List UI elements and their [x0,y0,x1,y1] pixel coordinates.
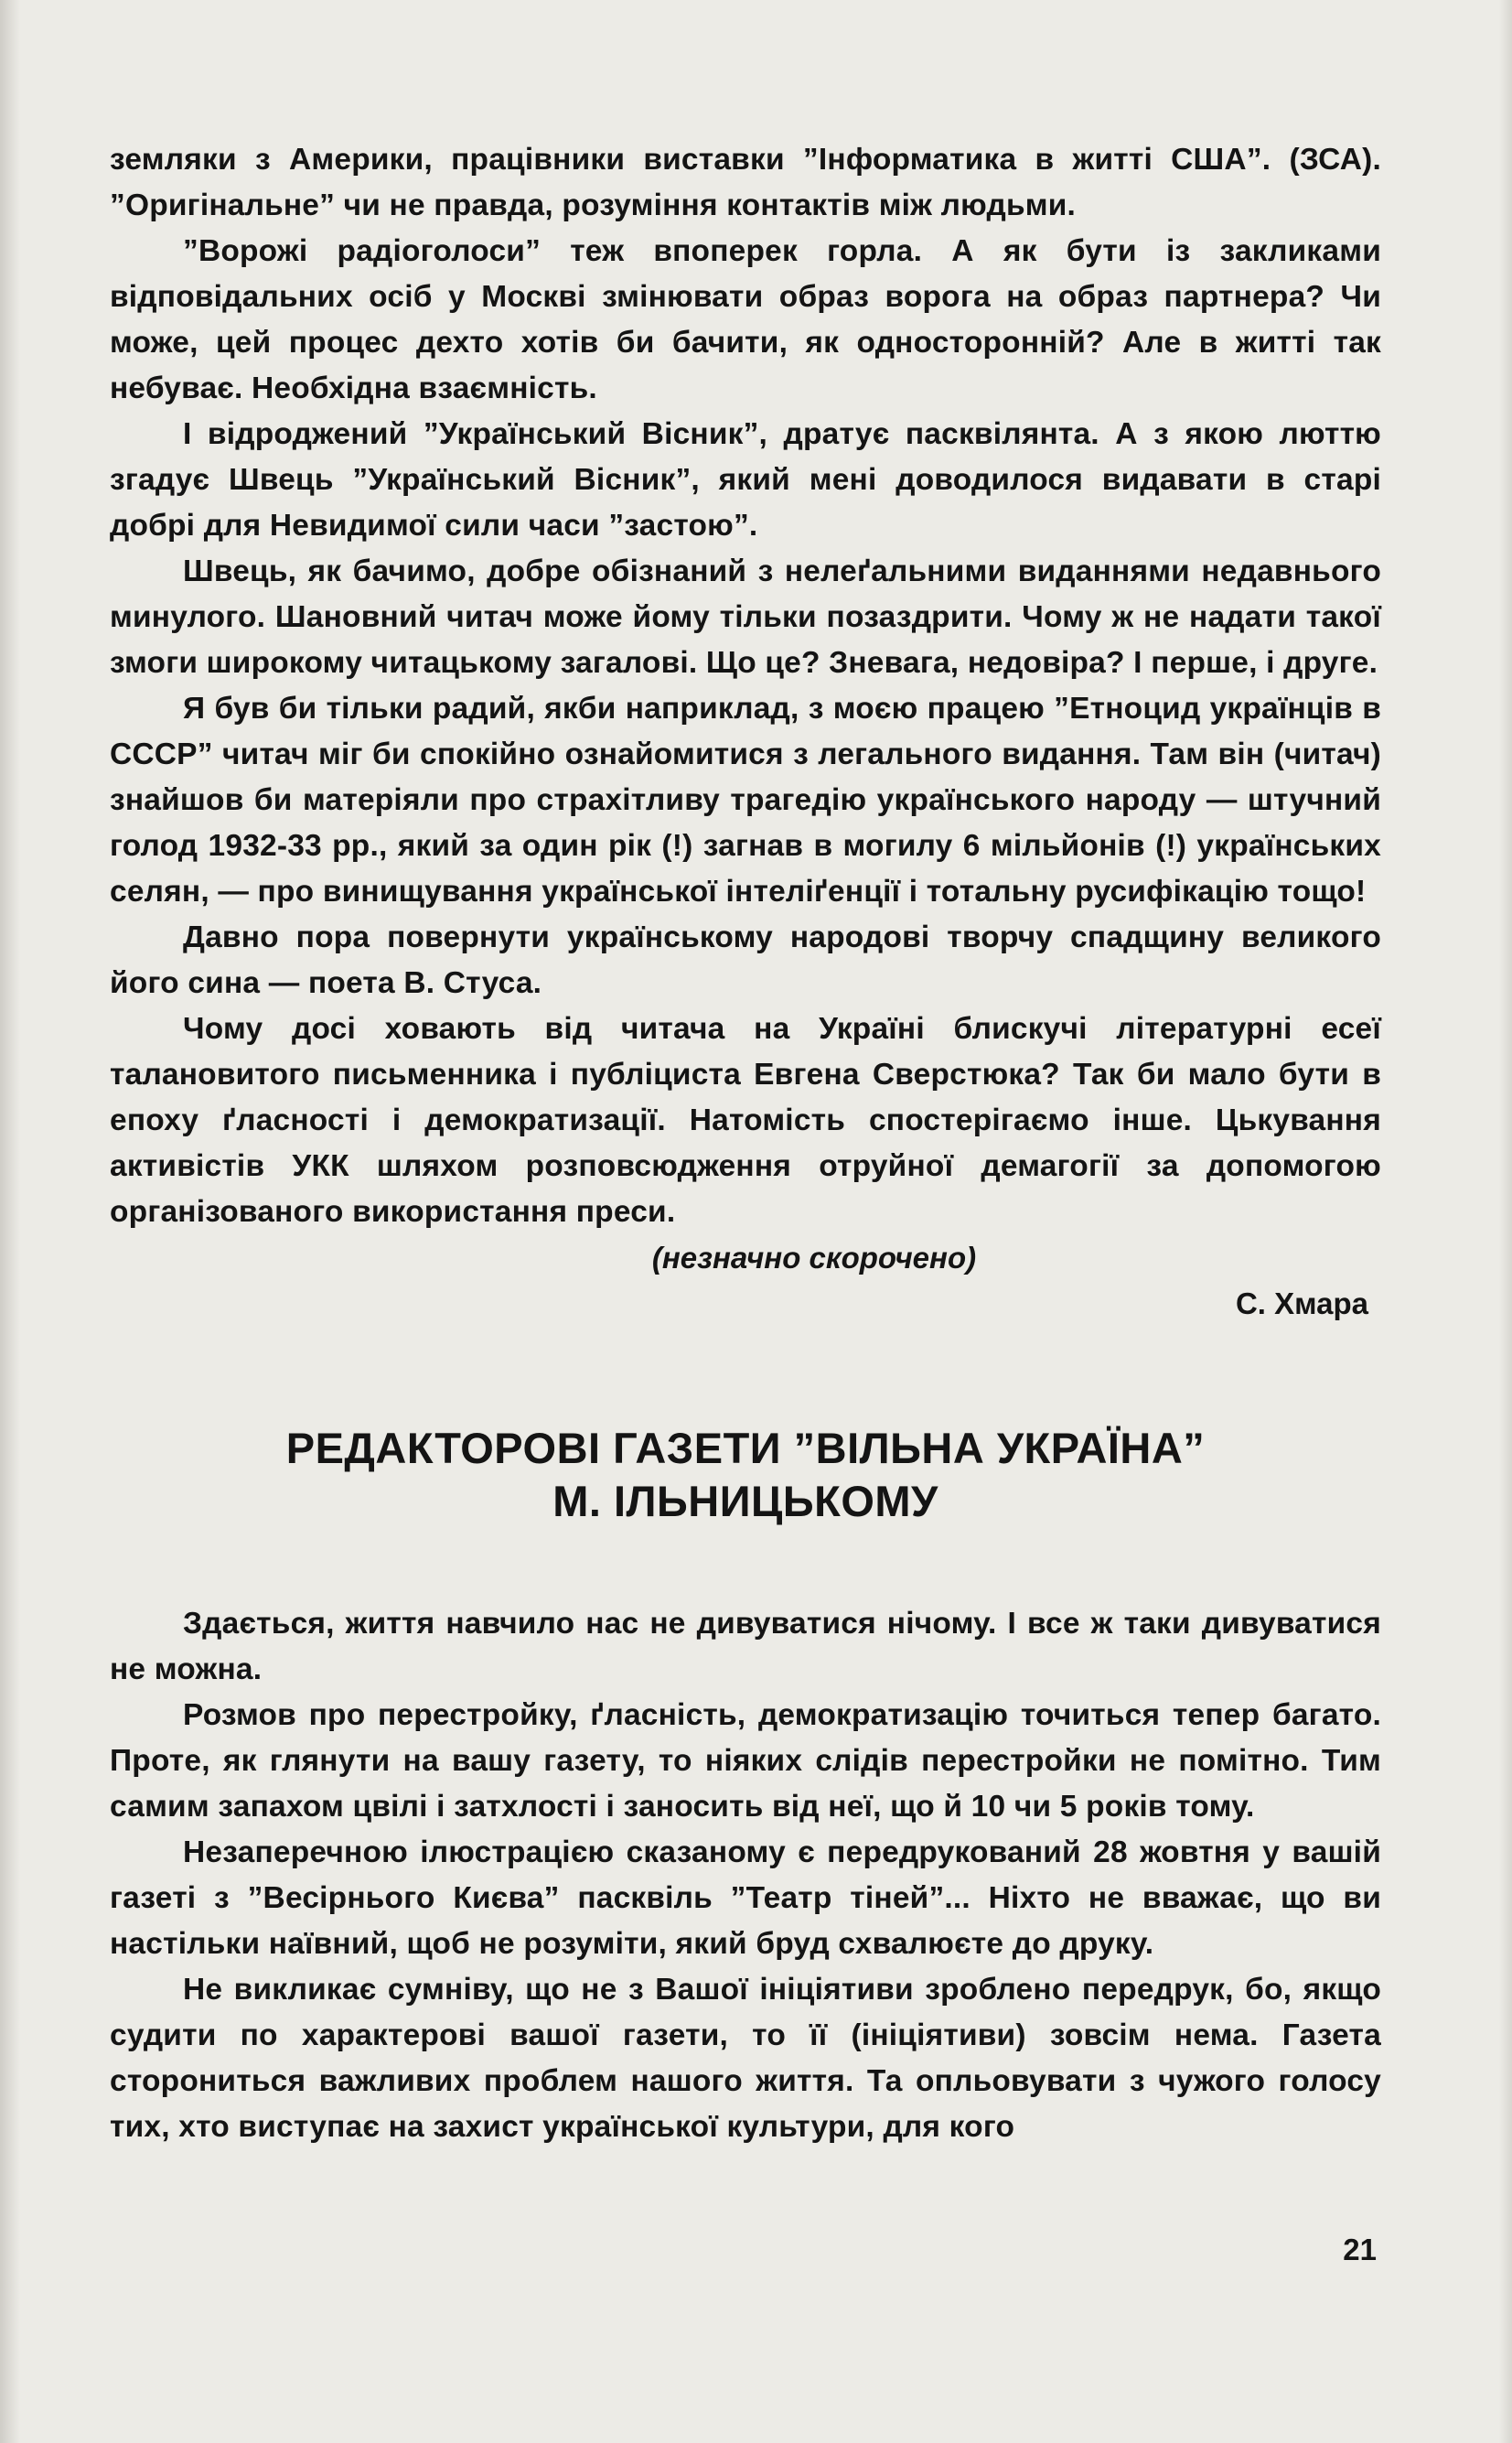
headline-line-1: РЕДАКТОРОВІ ГАЗЕТИ ”ВІЛЬНА УКРАЇНА” [285,1424,1206,1472]
page-content [110,137,1381,2150]
paragraph: Здається, життя навчило нас не дивуватися нічому. І все ж таки дивуватися не можна. [110,1607,1381,1686]
article-1 [110,137,1381,1327]
article-headline [110,1422,1381,1528]
paragraph: Давно пора повернути українському народові творчу спадщину великого його сина — поета В. Стуса. [110,920,1381,1000]
paragraph: ”Ворожі радіоголоси” теж впоперек горла. А як бути із закликами відповідальних осіб у Москві змінювати образ ворога на образ партнера? Чи може, цей процес дехто хотів би бачити, як односторонній? Але в житті так небуває. Необхідна взаємність. [110,234,1381,405]
paragraph: Я був би тільки радий, якби наприклад, з моєю працею ”Етноцид українців в СССР” читач міг би спокійно ознайомитися з легального видання. Там він (читач) знайшов би матеріяли про страхітливу трагедію українського народу — штучний голод 1932-33 рр., який за один рік (!) загнав в могилу 6 мільйонів (!) українських селян, — про винищування української інтеліґенції і тотальну русифікацію тощо! [110,692,1381,909]
headline-line-2: М. ІЛЬНИЦЬКОМУ [552,1477,938,1525]
page-edge-shadow-right [1499,0,1512,2443]
paragraph: Швець, як бачимо, добре обізнаний з нелеґальними виданнями недавнього минулого. Шановний читач може йому тільки позаздрити. Чому ж не надати такої змоги широкому читацькому загалові. Що це? Зневага, недовіра? І перше, і друге. [110,554,1381,680]
paragraph: Розмов про перестройку, ґласність, демократизацію точиться тепер багато. Проте, як глянути на вашу газету, то ніяких слідів перестройки не помітно. Тим самим запахом цвілі і затхлості і заносить від неї, що й 10 чи 5 років тому. [110,1698,1381,1824]
paragraph: І відроджений ”Український Вісник”, дратує пасквілянта. А з якою люттю згадує Швець ”Український Вісник”, який мені доводилося видавати в старі добрі для Невидимої сили часи ”застою”. [110,417,1381,543]
page-number: 21 [1343,2233,1377,2266]
paragraph: Не викликає сумніву, що не з Вашої ініціятиви зроблено передрук, бо, якщо судити по характерові вашої газети, то її (ініціятиви) зовсім нема. Газета сторониться важливих проблем нашого життя. Та опльовувати з чужого голосу тих, хто виступає на захист української культури, для кого [110,1973,1381,2144]
paragraph: земляки з Америки, працівники виставки ”Інформатика в житті США”. (ЗСА). ”Оригінальне” чи не правда, розуміння контактів між людьми. [110,143,1381,222]
article-2 [110,1422,1381,2150]
author-signature: С. Хмара [1235,1286,1368,1320]
paragraph: Незаперечною ілюстрацією сказаному є передрукований 28 жовтня у вашій газеті з ”Весірнього Києва” пасквіль ”Театр тіней”... Ніхто не вважає, що ви настільки наївний, щоб не розуміти, який бруд схвалюєте до друку. [110,1835,1381,1961]
paragraph: Чому досі ховають від читача на Україні блискучі літературні есеї талановитого письменника і публіциста Евгена Сверстюка? Так би мало бути в епоху ґласності і демократизації. Натомість спостерігаємо інше. Цькування активістів УКК шляхом розповсюдження отруйної демагогії за допомогою організованого використання преси. [110,1012,1381,1229]
page-edge-shadow [0,0,20,2443]
abridgement-note: (незначно скорочено) [651,1241,977,1275]
